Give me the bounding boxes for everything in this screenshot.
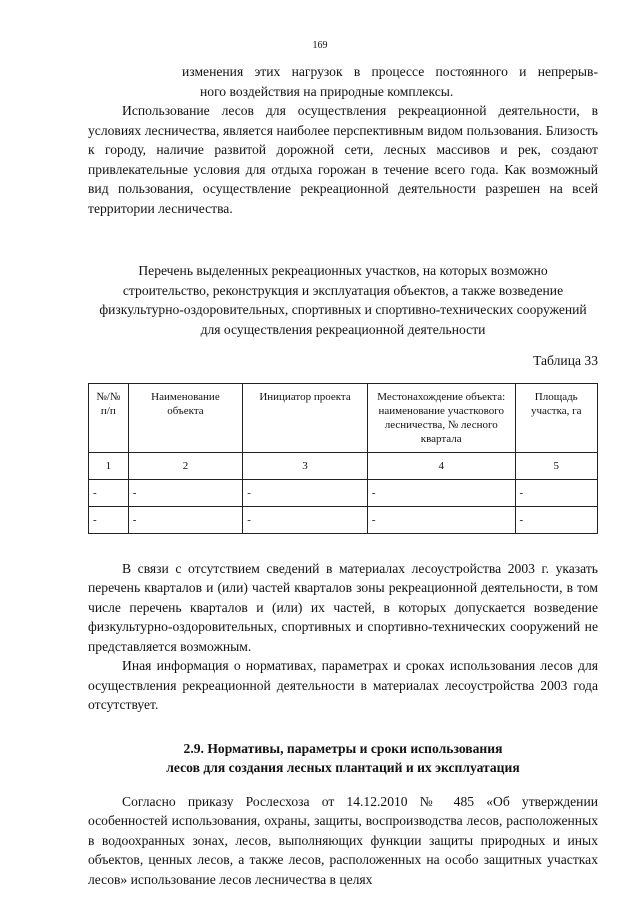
table-header-cell: №/№ п/п <box>89 383 129 452</box>
table-row <box>89 479 598 506</box>
paragraph-recreation: Использование лесов для осуществления рекреационной деятельности, в условиях лесничества, является наиболее перспективным видом пользования. Близость к городу, наличие развитой дорожной сети, лесных массивов и рек, создают привлекательные условия для отдыха горожан в течение всего года. Как возможный вид пользования, осуществление рекреационной деятельности разрешен на всей территории лесничества. <box>88 103 598 216</box>
table-numbering-row <box>89 452 598 479</box>
table-cell: - <box>243 479 368 506</box>
table-header-cell: Инициатор проекта <box>243 383 368 452</box>
table-header-row <box>89 383 598 452</box>
table-label: Таблица 33 <box>533 353 598 368</box>
table-header-cell: Местонахождение объекта: наименование участкового лесничества, № лесного квартала <box>367 383 515 452</box>
recreation-sites-table <box>88 383 598 534</box>
paragraph-other-info: Иная информация о нормативах, параметрах и сроках использования лесов для осуществления рекреационной деятельности в материалах лесоустройства 2003 года отсутствует. <box>88 658 598 712</box>
section-heading-line-1: 2.9. Нормативы, параметры и сроки использования <box>183 740 503 756</box>
list-item-continuation <box>182 62 598 101</box>
table-cell: - <box>367 479 515 506</box>
table-row <box>89 506 598 533</box>
table-cell: - <box>128 506 243 533</box>
section-heading <box>88 739 598 778</box>
table-caption: Перечень выделенных рекреационных участков, на которых возможно строительство, реконструкция и эксплуатация объектов, а также возведение физкультурно-оздоровительных, спортивных и спортивно-технических сооружений для осуществления рекреационной деятельности <box>99 263 587 337</box>
table-header-cell: Площадь участка, га <box>515 383 597 452</box>
table-cell: 2 <box>128 452 243 479</box>
list-line-1: изменения этих нагрузок в процессе постоянного и непрерыв- <box>182 64 598 79</box>
document-body <box>88 62 598 889</box>
table-cell: 3 <box>243 452 368 479</box>
section-heading-line-2: лесов для создания лесных плантаций и их эксплуатация <box>166 760 520 775</box>
table-cell: - <box>89 506 129 533</box>
table-cell: - <box>515 479 597 506</box>
table-cell: 1 <box>89 452 129 479</box>
table-cell: - <box>515 506 597 533</box>
table-cell: 5 <box>515 452 597 479</box>
table-cell: 4 <box>367 452 515 479</box>
table-cell: - <box>128 479 243 506</box>
paragraph-order: Согласно приказу Рослесхоза от 14.12.2010 № 485 «Об утверждении особенностей использования, охраны, защиты, воспроизводства лесов, расположенных в водоохранных зонах, лесов, выполняющих функции защиты природных и иных объектов, ценных лесов, а также лесов, расположенных на особо защитных участках лесов» использование лесов лесничества в целях <box>88 793 598 887</box>
table-cell: - <box>89 479 129 506</box>
page-number: 169 <box>312 40 328 51</box>
table-cell: - <box>367 506 515 533</box>
table-header-cell: Наименование объекта <box>128 383 243 452</box>
paragraph-no-data: В связи с отсутствием сведений в материалах лесоустройства 2003 г. указать перечень кварталов и (или) частей кварталов зоны рекреационной деятельности, в том числе перечень кварталов и (или) их частей, в которых допускается возведение физкультурно-оздоровительных, спортивных и спортивно-технических сооружений не представляется возможным. <box>88 560 598 654</box>
table-cell: - <box>243 506 368 533</box>
list-line-2: ного воздействия на природные комплексы. <box>200 83 454 99</box>
